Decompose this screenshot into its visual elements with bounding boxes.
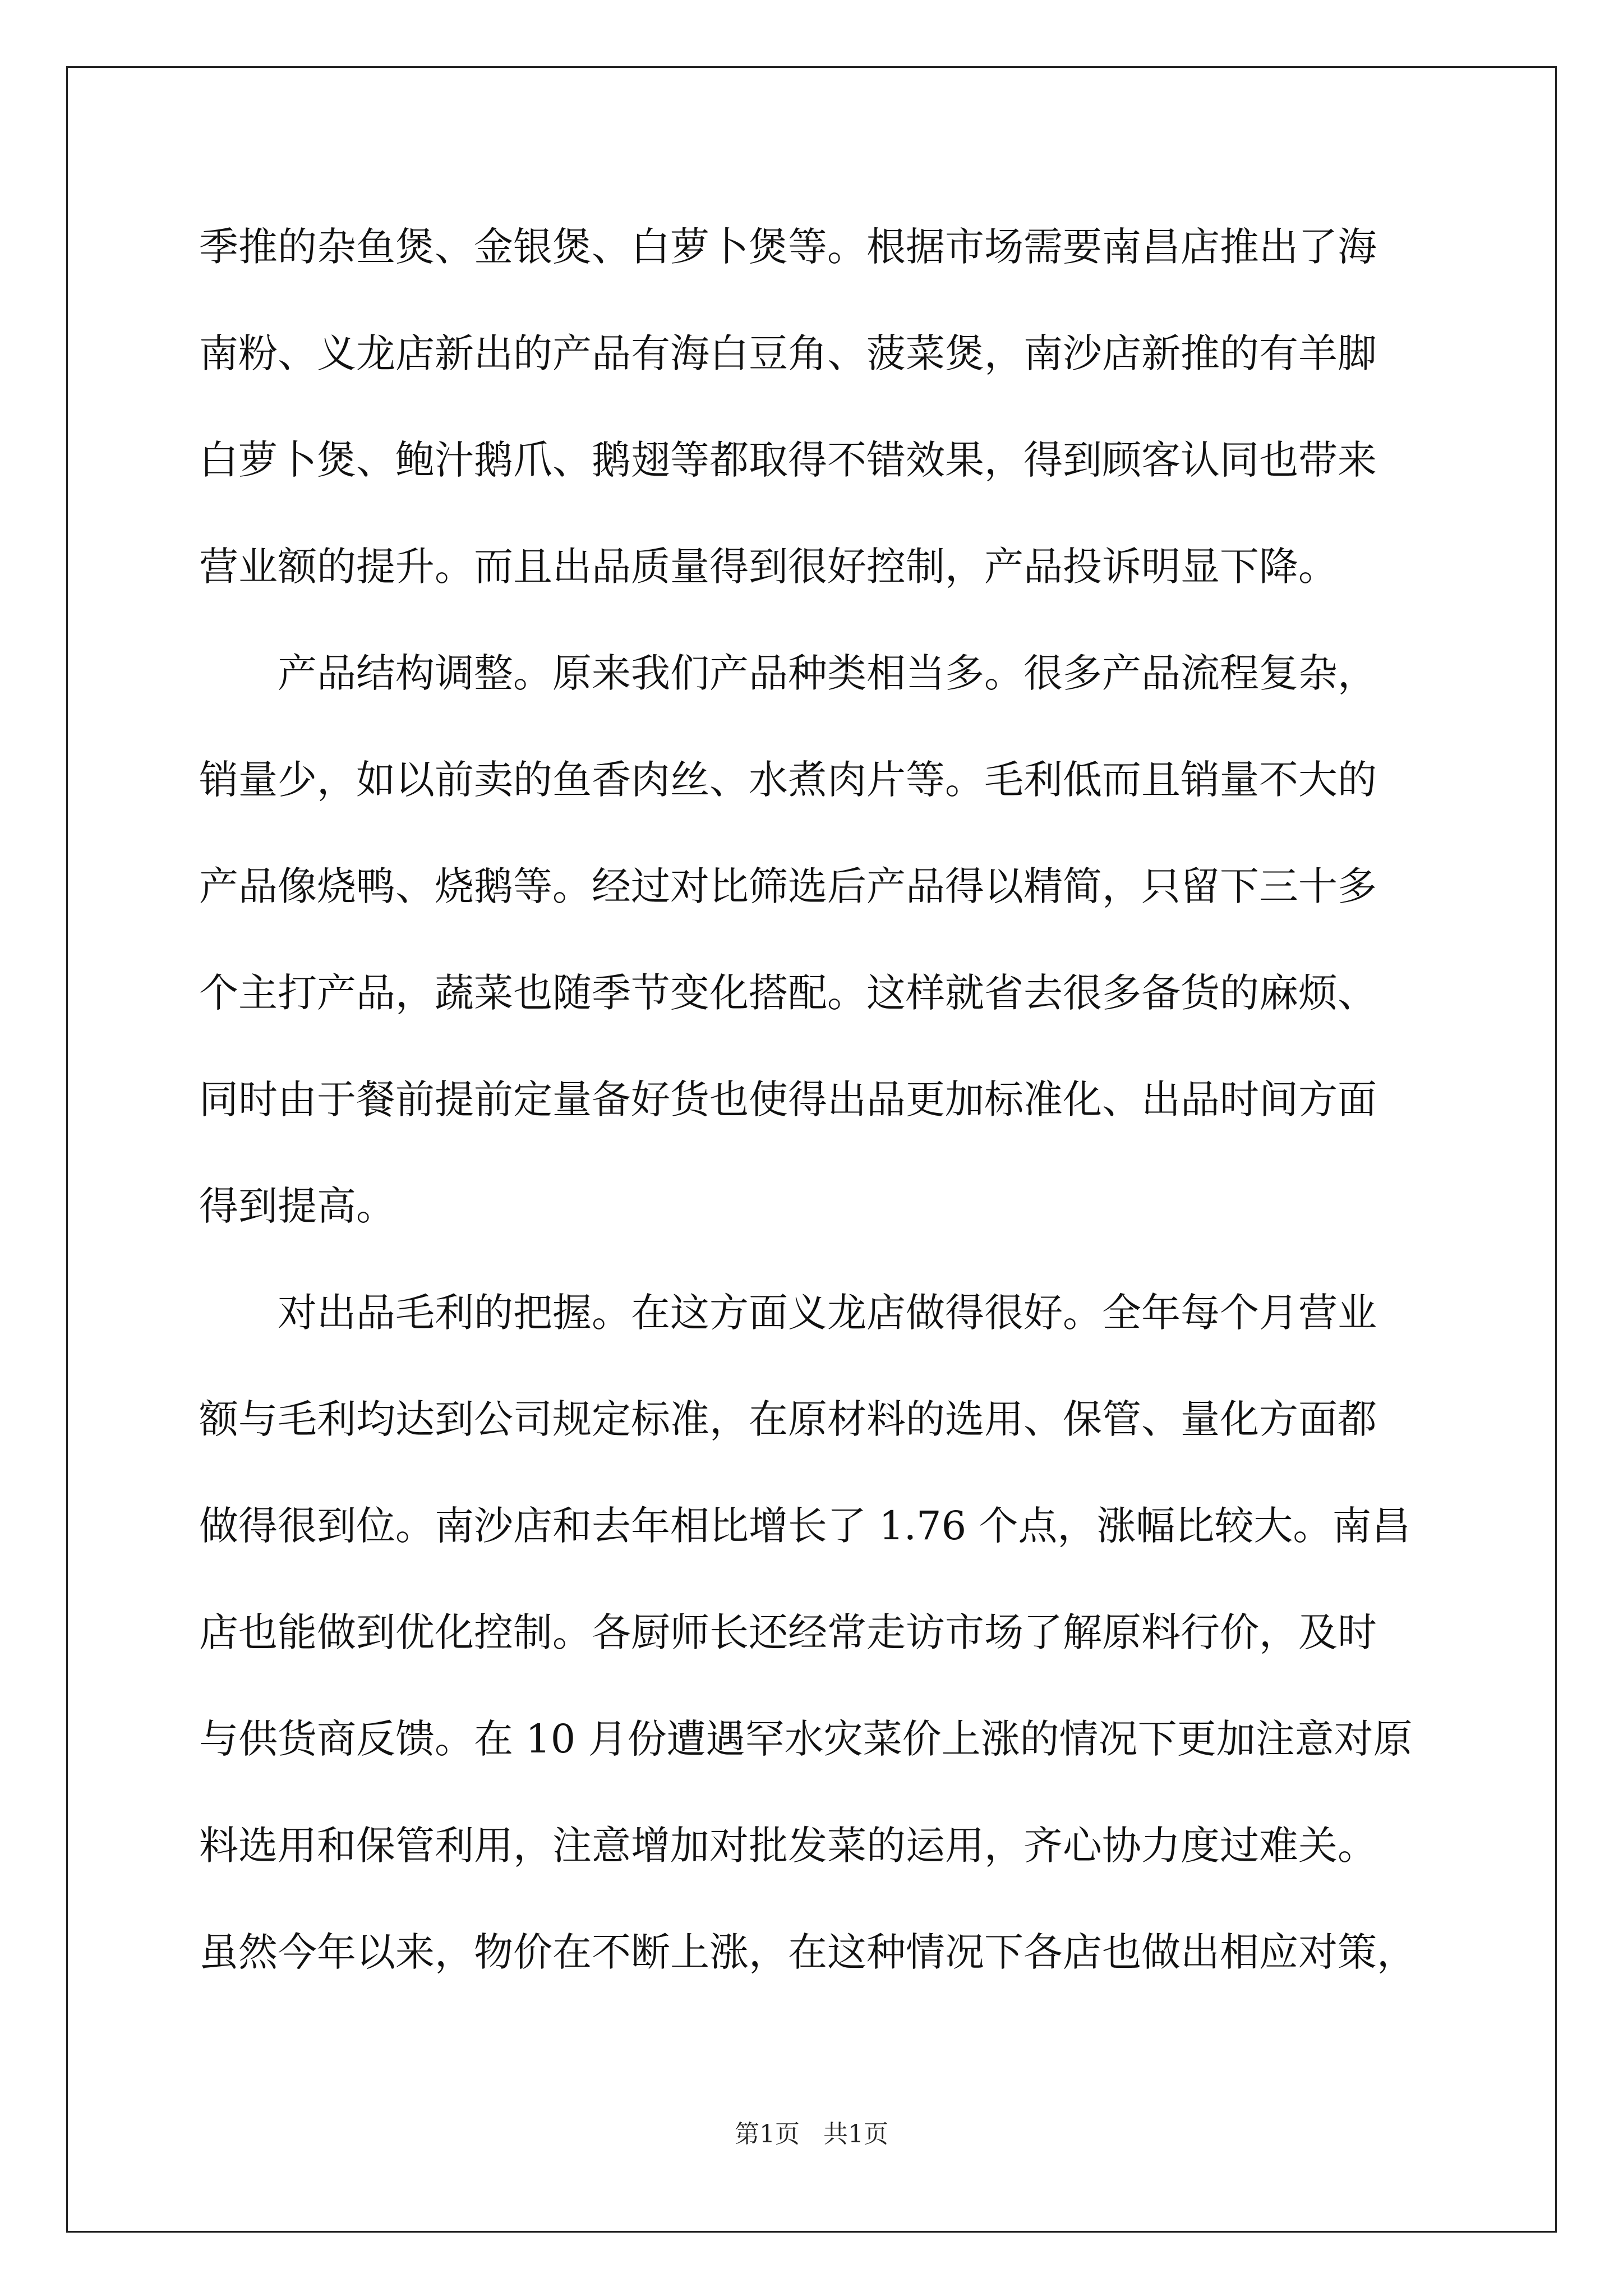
text-line: 季推的杂鱼煲、金银煲、白萝卜煲等。根据市场需要南昌店推出了海 — [199, 224, 1377, 270]
text-line: 做得很到位。南沙店和去年相比增长了 1.76 个点，涨幅比较大。南昌 — [199, 1503, 1411, 1549]
text-line: 虽然今年以来，物价在不断上涨，在这种情况下各店也做出相应对策， — [199, 1929, 1416, 1975]
paragraph-start-line: 对出品毛利的把握。在这方面义龙店做得很好。全年每个月营业 — [278, 1290, 1377, 1336]
text-line: 营业额的提升。而且出品质量得到很好控制，产品投诉明显下降。 — [199, 544, 1338, 590]
text-line: 额与毛利均达到公司规定标准，在原材料的选用、保管、量化方面都 — [199, 1396, 1377, 1442]
text-line: 个主打产品，蔬菜也随季节变化搭配。这样就省去很多备货的麻烦、 — [199, 970, 1377, 1016]
text-line: 得到提高。 — [199, 1183, 395, 1229]
text-line: 产品像烧鸭、烧鹅等。经过对比筛选后产品得以精简，只留下三十多 — [199, 863, 1377, 909]
paragraph-start-line: 产品结构调整。原来我们产品种类相当多。很多产品流程复杂， — [278, 650, 1377, 696]
text-line: 店也能做到优化控制。各厨师长还经常走访市场了解原料行价，及时 — [199, 1609, 1377, 1655]
page-footer: 第1页 共1页 — [735, 2120, 888, 2148]
text-line: 同时由于餐前提前定量备好货也使得出品更加标准化、出品时间方面 — [199, 1076, 1377, 1122]
text-line: 料选用和保管利用，注意增加对批发菜的运用，齐心协力度过难关。 — [199, 1823, 1377, 1869]
text-line: 销量少，如以前卖的鱼香肉丝、水煮肉片等。毛利低而且销量不大的 — [199, 757, 1377, 803]
text-line: 白萝卜煲、鲍汁鹅爪、鹅翅等都取得不错效果，得到顾客认同也带来 — [199, 437, 1377, 483]
text-line: 南粉、义龙店新出的产品有海白豆角、菠菜煲，南沙店新推的有羊脚 — [199, 330, 1377, 376]
document-body — [199, 213, 1433, 2025]
text-line: 与供货商反馈。在 10 月份遭遇罕水灾菜价上涨的情况下更加注意对原 — [199, 1716, 1413, 1762]
